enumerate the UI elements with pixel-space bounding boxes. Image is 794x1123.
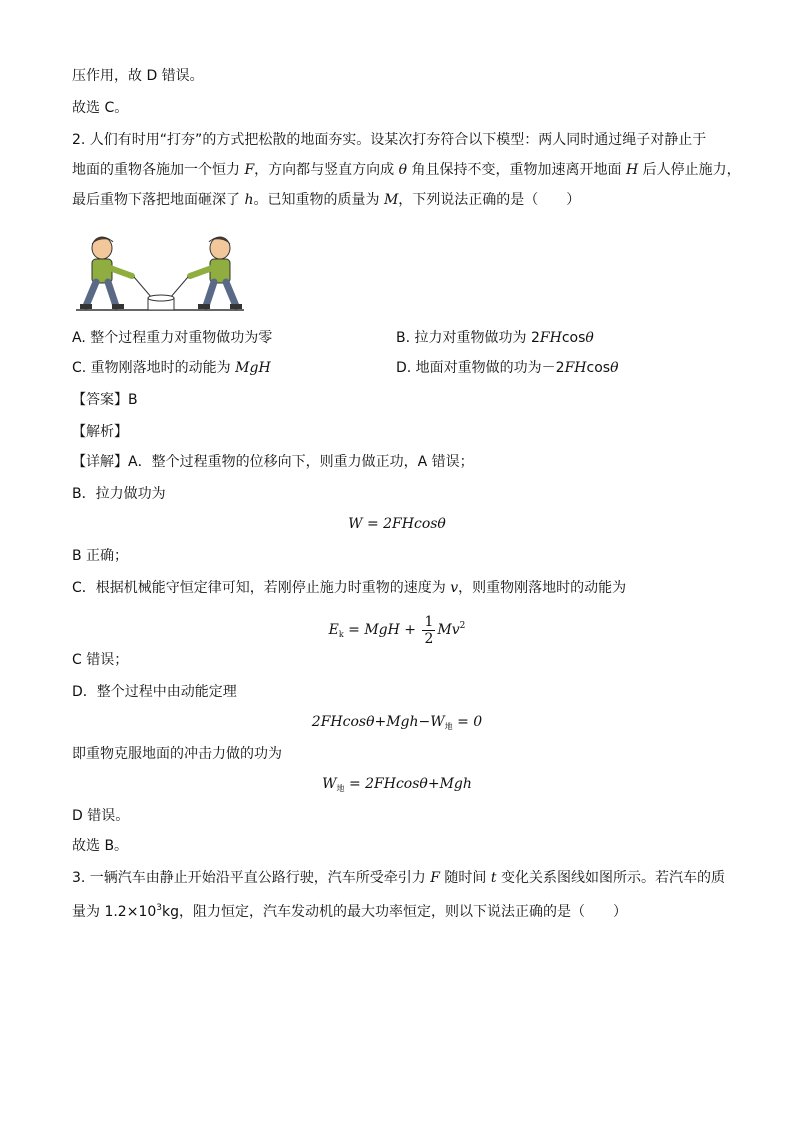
question-3-stem: 量为 $1.2\times 10^3kg$，阻力恒定，汽车发动机的最大功率恒定，则以下说法正确的是（ ）	[72, 903, 627, 920]
text-line: 故选 C。	[72, 100, 129, 116]
option-c: C. 重物刚落地时的动能为 MgH	[72, 360, 271, 376]
left-person-figure	[80, 237, 132, 309]
question-2-stem: 2. 人们有时用“打夯”的方式把松散的地面夯实。设某次打夯符合以下模型：两人同时通过绳子对静止于	[72, 132, 707, 148]
analysis-line: C 错误；	[72, 652, 129, 668]
answer-label: 【答案】B	[72, 392, 138, 408]
equation-ground-work: $W_地 = 2FHcos\theta+Mgh$	[322, 776, 472, 793]
question-3-stem: 3. 一辆汽车由静止开始沿平直公路行驶，汽车所受牵引力 F 随时间 t 变化关系图线如图所示。若汽车的质	[72, 870, 725, 886]
text-line: 压作用，故 D 错误。	[72, 68, 204, 84]
question-2-stem: 地面的重物各施加一个恒力 F，方向都与竖直方向成 θ 角且保持不变，重物加速离开地面 H 后人停止施力，	[72, 162, 741, 178]
analysis-line: C．根据机械能守恒定律可知，若刚停止施力时重物的速度为 v，则重物刚落地时的动能为	[72, 580, 627, 596]
analysis-line: 【详解】A．整个过程重物的位移向下，则重力做正功，A 错误；	[72, 454, 474, 470]
analysis-line: 故选 B。	[72, 838, 129, 854]
analysis-line: D 错误。	[72, 808, 130, 824]
equation-energy-theorem: $2FHcos\theta+Mgh-W_地 = 0$	[311, 714, 483, 731]
equation-work: W = 2FHcosθ	[348, 516, 446, 532]
weight-object	[148, 295, 174, 310]
analysis-label: 【解析】	[72, 424, 128, 440]
right-person-figure	[190, 237, 242, 309]
option-a: A. 整个过程重力对重物做功为零	[72, 330, 273, 346]
analysis-line: B．拉力做功为	[72, 486, 166, 502]
tamping-illustration	[72, 232, 248, 314]
analysis-line: B 正确；	[72, 548, 129, 564]
option-d: D. 地面对重物做的功为－2FHcosθ	[396, 360, 619, 376]
option-b: B. 拉力对重物做功为 2FHcosθ	[396, 330, 594, 346]
question-2-stem: 最后重物下落把地面砸深了 h。已知重物的质量为 M，下列说法正确的是（ ）	[72, 192, 581, 208]
analysis-line: 即重物克服地面的冲击力做的功为	[72, 746, 282, 762]
analysis-line: D．整个过程中由动能定理	[72, 684, 237, 700]
equation-kinetic-energy: $E_k$ = MgH + $\frac{1}{2}$ Mv$^2$	[328, 613, 466, 647]
